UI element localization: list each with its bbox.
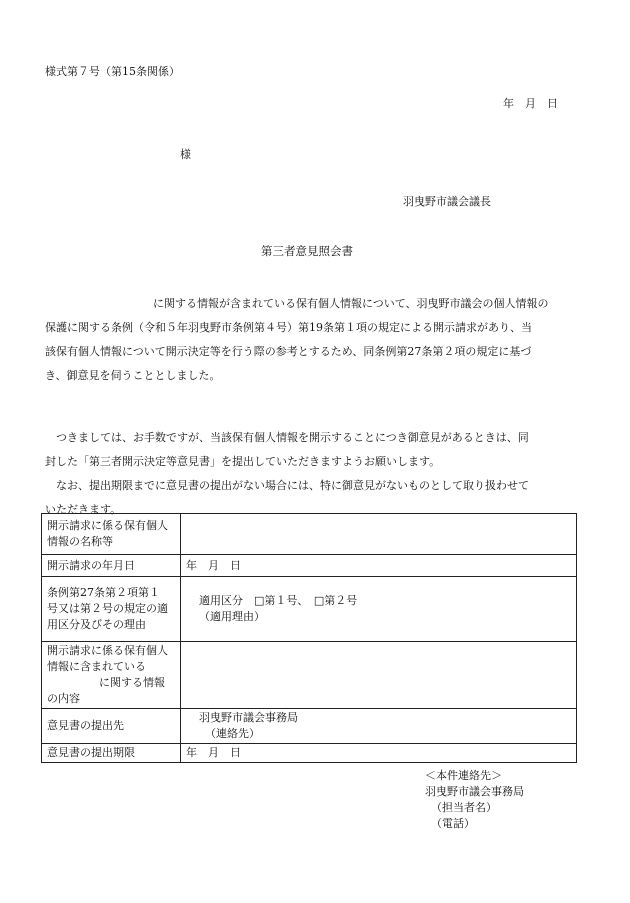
contact-heading: ＜本件連絡先＞: [425, 769, 502, 782]
table-label: [42, 514, 181, 555]
table-row: [42, 744, 577, 763]
table-label: [42, 642, 181, 709]
label-line: 条例第27条第２項第１: [47, 586, 160, 599]
table-row: [42, 514, 577, 555]
label-line: 情報に含まれている: [47, 660, 146, 673]
document-title: 第三者意見照会書: [261, 244, 353, 258]
contact-office: 羽曳野市議会事務局: [425, 785, 524, 798]
table-row: [42, 709, 577, 744]
paragraph-line: なお、提出期限までに意見書の提出がない場合には、特に御意見がないものとして取り扱わせて: [56, 479, 529, 492]
table-label: 意見書の提出期限: [42, 744, 181, 763]
table-label: [42, 577, 181, 642]
deadline-date-value[interactable]: 年 月 日: [181, 744, 577, 763]
submission-destination-value: [181, 709, 577, 744]
category-checkboxes[interactable]: 適用区分 □第１号、 □第２号: [199, 594, 358, 607]
label-line: 情報の名称等: [47, 535, 113, 548]
table-row: [42, 577, 577, 642]
office-name: 羽曳野市議会事務局: [199, 711, 298, 724]
contact-phone: （電話）: [431, 817, 475, 830]
body-paragraph-2: [45, 426, 580, 474]
label-line: に関する情報: [99, 676, 165, 689]
paragraph-line: に関する情報が含まれている保有個人情報について、羽曳野市議会の個人情報の: [153, 297, 549, 310]
reason-label: （適用理由）: [199, 610, 265, 623]
request-date-value[interactable]: 年 月 日: [181, 555, 577, 577]
addressee-suffix: 様: [180, 148, 191, 161]
table-label: 開示請求の年月日: [42, 555, 181, 577]
table-row: [42, 555, 577, 577]
table-value-blank[interactable]: [181, 514, 577, 555]
body-paragraph-1: [45, 292, 580, 388]
application-category-value[interactable]: [181, 577, 577, 642]
contact-person: （担当者名）: [431, 801, 497, 814]
label-line: 用区分及びその理由: [47, 618, 146, 631]
contact-block: [425, 768, 524, 832]
paragraph-line: いただきます。: [45, 503, 122, 516]
paragraph-line: き、御意見を伺うこととしました。: [45, 369, 221, 382]
table-label: 意見書の提出先: [42, 709, 181, 744]
table-row: [42, 642, 577, 709]
contact-label: （連絡先）: [205, 727, 260, 740]
label-line: の内容: [47, 692, 80, 705]
paragraph-line: 封した「第三者開示決定等意見書」を提出していただきますようお願いします。: [45, 455, 441, 468]
paragraph-line: つきましては、お手数ですが、当該保有個人情報を開示することにつき御意見があるときは、同: [56, 431, 529, 444]
label-line: 号又は第２号の規定の適: [47, 602, 168, 615]
form-number: 様式第７号（第15条関係）: [45, 65, 180, 78]
request-info-table: [41, 513, 577, 763]
paragraph-line: 保護に関する条例（令和５年羽曳野市条例第４号）第19条第１項の規定による開示請求があり、当: [45, 321, 532, 334]
label-line: 開示請求に係る保有個人: [47, 519, 168, 532]
document-date-fields: 年 月 日: [503, 97, 558, 110]
sender-name: 羽曳野市議会議長: [403, 195, 491, 208]
table-value-blank[interactable]: [181, 642, 577, 709]
label-line: 開示請求に係る保有個人: [47, 644, 168, 657]
paragraph-line: 該保有個人情報について開示決定等を行う際の参考とするため、同条例第27条第２項の規定に基づ: [45, 345, 532, 358]
